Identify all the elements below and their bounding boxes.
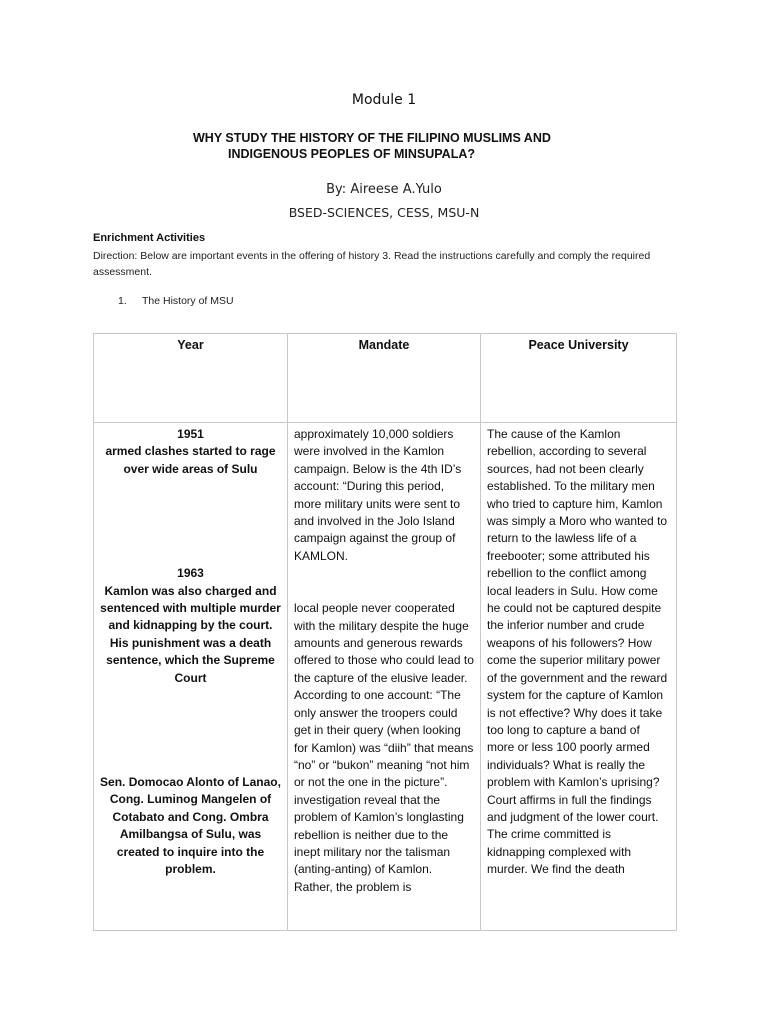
peace-university-cell — [481, 423, 677, 931]
year-description: Kamlon was also charged and sentenced with multiple murder and kidnapping by the court. His punishment was a death sentence, which the Supreme Court — [100, 583, 281, 685]
mandate-paragraph: local people never cooperated with the military despite the huge amounts and generous rewards offered to those who could lead to the capture of the elusive leader. According to one account: “The only answer the troopers could get in their query (when looking for Kamlon) was “diih” that means “no” or “bukon” meaning “not him or not the one in the picture”. — [294, 601, 474, 790]
mandate-cell — [288, 423, 481, 931]
year-cell — [94, 423, 288, 931]
year-description: armed clashes started to rage over wide areas of Sulu — [105, 444, 276, 476]
numbered-list-item — [118, 295, 234, 307]
year-description: Sen. Domocao Alonto of Lanao, Cong. Luminog Mangelen of Cotabato and Cong. Ombra Amilbangsa of Sulu, was created to inquire into the problem. — [100, 775, 281, 877]
author-byline: By: Aireese A.Yulo — [326, 182, 442, 197]
list-item-label: The History of MSU — [142, 295, 234, 307]
mandate-paragraph: investigation reveal that the problem of Kamlon’s longlasting rebellion is neither due to the inept military nor the talisman (anting-anting) of Kamlon. Rather, the problem is — [294, 792, 464, 894]
year-entry — [100, 426, 281, 478]
table-row — [94, 423, 677, 931]
year-entry — [100, 774, 281, 878]
table-header-mandate: Mandate — [288, 334, 481, 423]
mandate-paragraph: approximately 10,000 soldiers were involved in the Kamlon campaign. Below is the 4th ID’s account: “During this period, more military units were sent to and involved in the Jolo Island campaign against the group of KAMLON. — [294, 427, 462, 563]
year-entry — [100, 565, 281, 687]
document-title — [190, 130, 620, 162]
table-header-row — [94, 334, 677, 423]
list-item-number: 1. — [118, 295, 127, 307]
direction-text: Direction: Below are important events in the offering of history 3. Read the instructions carefully and comply the required assessment. — [93, 250, 651, 278]
table-header-peace-university: Peace University — [481, 334, 677, 423]
document-title-line-2: INDIGENOUS PEOPLES OF MINSUPALA? — [228, 147, 476, 161]
section-heading: Enrichment Activities — [93, 232, 206, 244]
document-title-line-1: WHY STUDY THE HISTORY OF THE FILIPINO MUSLIMS AND — [193, 131, 551, 145]
author-affiliation: BSED-SCIENCES, CESS, MSU-N — [288, 205, 480, 220]
module-title: Module 1 — [351, 92, 417, 108]
history-table — [93, 333, 677, 931]
year-value: 1951 — [177, 427, 204, 441]
table-header-year: Year — [94, 334, 288, 423]
year-value: 1963 — [177, 566, 204, 581]
peace-university-paragraph: The cause of the Kamlon rebellion, according to several sources, had not been clearly established. To the military men who tried to capture him, Kamlon was simply a Moro who wanted to return to the lawless life of a freebooter; some attributed his rebellion to the conflict among local leaders in Sulu. How come he could not be captured despite the inferior number and crude weapons of his followers? How come the superior military power of the government and the reward system for the capture of Kamlon is not effective? Why does it take too long to capture a band of more or less 100 poorly armed individuals? What is really the problem with Kamlon’s uprising? Court affirms in full the findings and judgment of the lower court. The crime committed is kidnapping complexed with murder. We find the death — [487, 427, 668, 877]
